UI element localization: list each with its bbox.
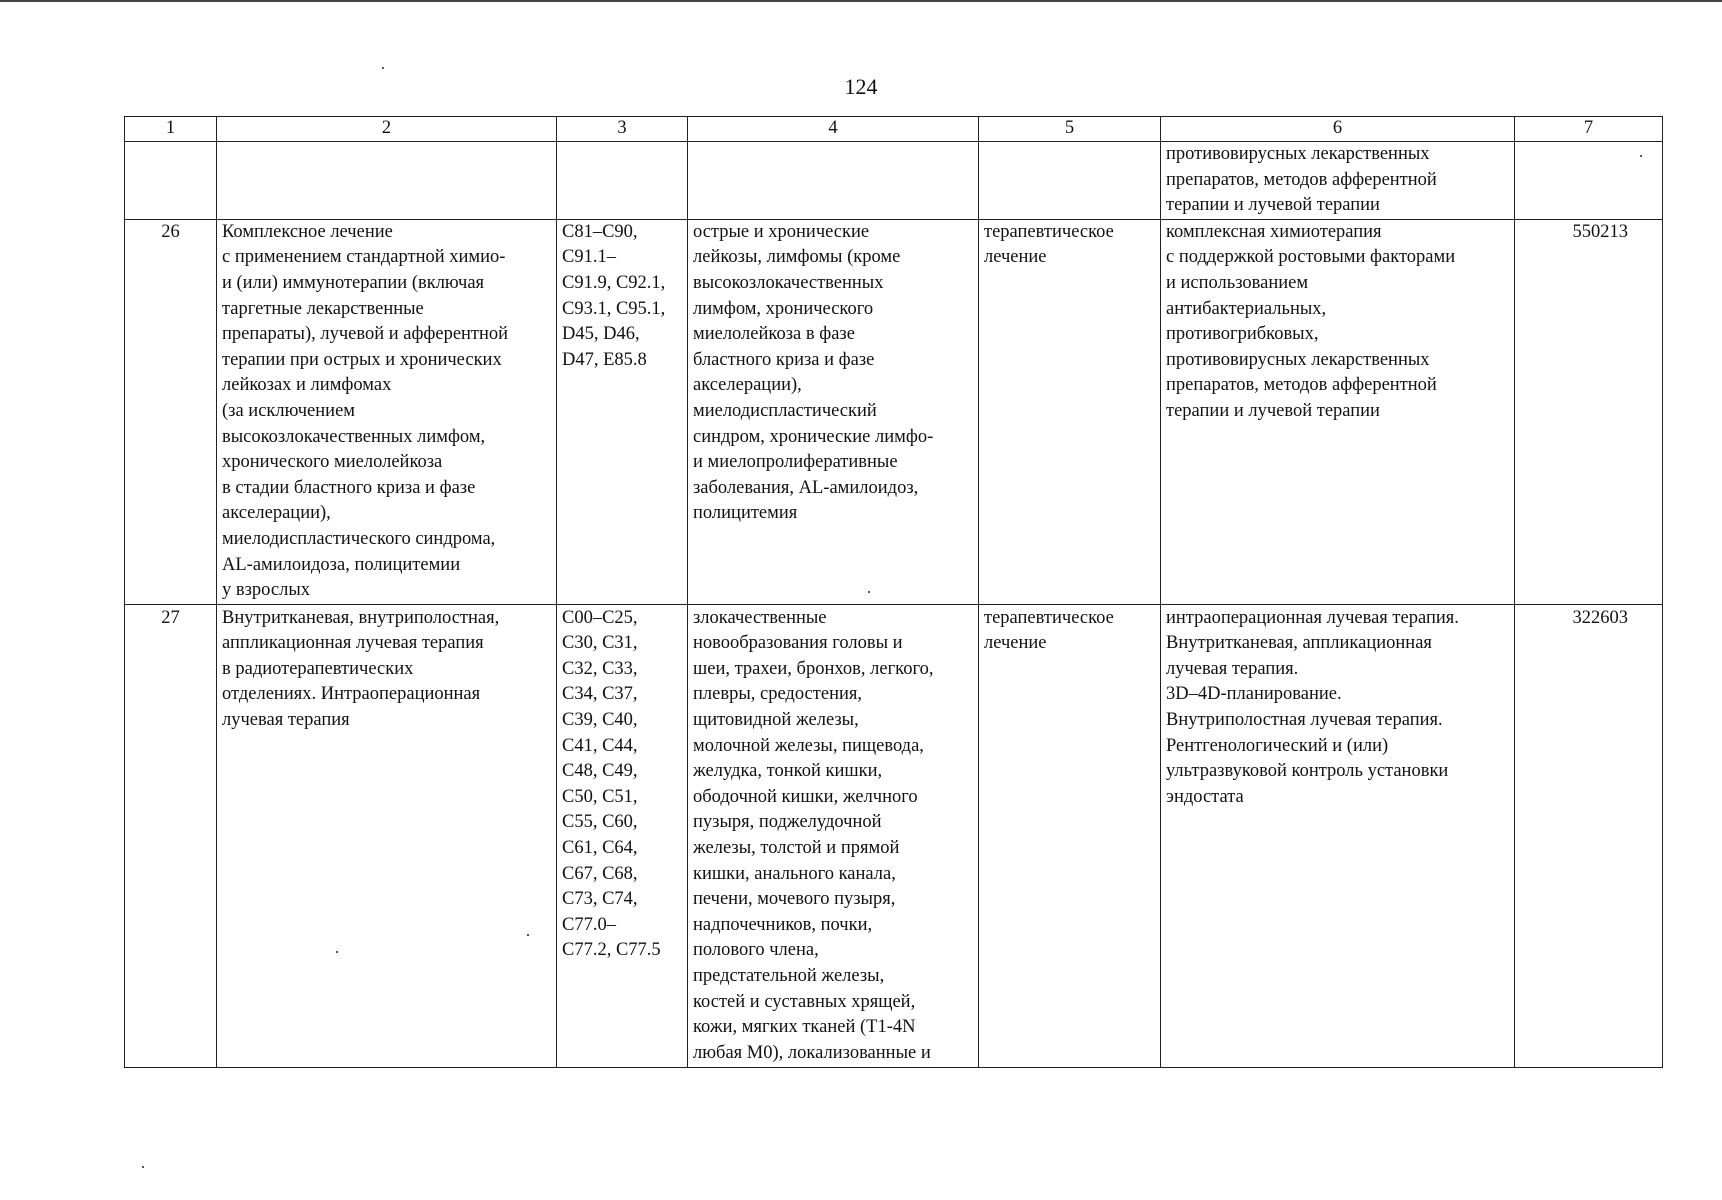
column-number-header — [125, 117, 1663, 142]
care-type-cell: Комплексное лечение с применением стандартной химио- и (или) иммунотерапии (включая таргетные лекарственные препараты), лучевой и афферентной терапии при острых и хронических лейкозах и лимфомах (за исключением высокозлокачественных лимфом, хронического миелолейкоза в стадии бластного криза и фазе акселерации), миелодиспластического синдрома, AL-амилоидоза, полицитемии у взрослых — [217, 219, 557, 604]
treatment-method-cell: интраоперационная лучевая терапия. Внутритканевая, аппликационная лучевая терапия. 3D–4D-планирование. Внутриполостная лучевая терапия. Рентгенологический и (или) ультразвуковой контроль установки эндостата — [1161, 604, 1515, 1067]
row-number-cell: 27 — [125, 604, 217, 1067]
patient-model-cell: злокачественные новообразования головы и шеи, трахеи, бронхов, легкого, плевры, средостения, щитовидной железы, молочной железы, пищевода, желудка, тонкой кишки, ободочной кишки, желчного пузыря, поджелудочной железы, толстой и прямой кишки, анального канала, печени, мочевого пузыря, надпочечников, почки, полового члена, предстательной железы, костей и суставных хрящей, кожи, мягких тканей (T1-4N любая M0), локализованные и — [688, 604, 979, 1067]
treatment-method-cell: комплексная химиотерапия с поддержкой ростовыми факторами и использованием антибактериальных, противогрибковых, противовирусных лекарственных препаратов, методов афферентной терапии и лучевой терапии — [1161, 219, 1515, 604]
column-header-4: 4 — [688, 117, 979, 142]
scan-speck — [382, 67, 384, 69]
patient-model-cell: острые и хронические лейкозы, лимфомы (кроме высокозлокачественных лимфом, хронического миелолейкоза в фазе бластного криза и фазе акселерации), миелодиспластический синдром, хронические лимфо- и миелопролиферативные заболевания, AL-амилоидоз, полицитемия — [688, 219, 979, 604]
cost-cell — [1515, 142, 1663, 220]
cost-cell: 322603 — [1515, 604, 1663, 1067]
column-header-7: 7 — [1515, 117, 1663, 142]
tariff-table — [124, 116, 1663, 1068]
table-row — [125, 219, 1663, 604]
scan-border-line — [0, 0, 1722, 2]
column-header-6: 6 — [1161, 117, 1515, 142]
icd-codes-cell — [557, 142, 688, 220]
page-number: 124 — [844, 74, 878, 99]
scan-speck — [142, 1166, 144, 1168]
column-header-3: 3 — [557, 117, 688, 142]
treatment-type-cell: терапевтическое лечение — [979, 219, 1161, 604]
column-header-5: 5 — [979, 117, 1161, 142]
row-number-cell: 26 — [125, 219, 217, 604]
cost-cell: 550213 — [1515, 219, 1663, 604]
column-header-2: 2 — [217, 117, 557, 142]
table-row — [125, 604, 1663, 1067]
care-type-cell — [217, 142, 557, 220]
table-row-continuation — [125, 142, 1663, 220]
icd-codes-cell: C00–C25, C30, C31, C32, C33, C34, C37, C39, C40, C41, C44, C48, C49, C50, C51, C55, C60, C61, C64, C67, C68, C73, C74, C77.0– C77.2, C77.5 — [557, 604, 688, 1067]
treatment-type-cell: терапевтическое лечение — [979, 604, 1161, 1067]
treatment-method-cell: противовирусных лекарственных препаратов, методов афферентной терапии и лучевой терапии — [1161, 142, 1515, 220]
icd-codes-cell: C81–C90, C91.1– C91.9, C92.1, C93.1, C95.1, D45, D46, D47, E85.8 — [557, 219, 688, 604]
column-header-1: 1 — [125, 117, 217, 142]
care-type-cell: Внутритканевая, внутриполостная, аппликационная лучевая терапия в радиотерапевтических отделениях. Интраоперационная лучевая терапия — [217, 604, 557, 1067]
patient-model-cell — [688, 142, 979, 220]
row-number-cell — [125, 142, 217, 220]
treatment-type-cell — [979, 142, 1161, 220]
